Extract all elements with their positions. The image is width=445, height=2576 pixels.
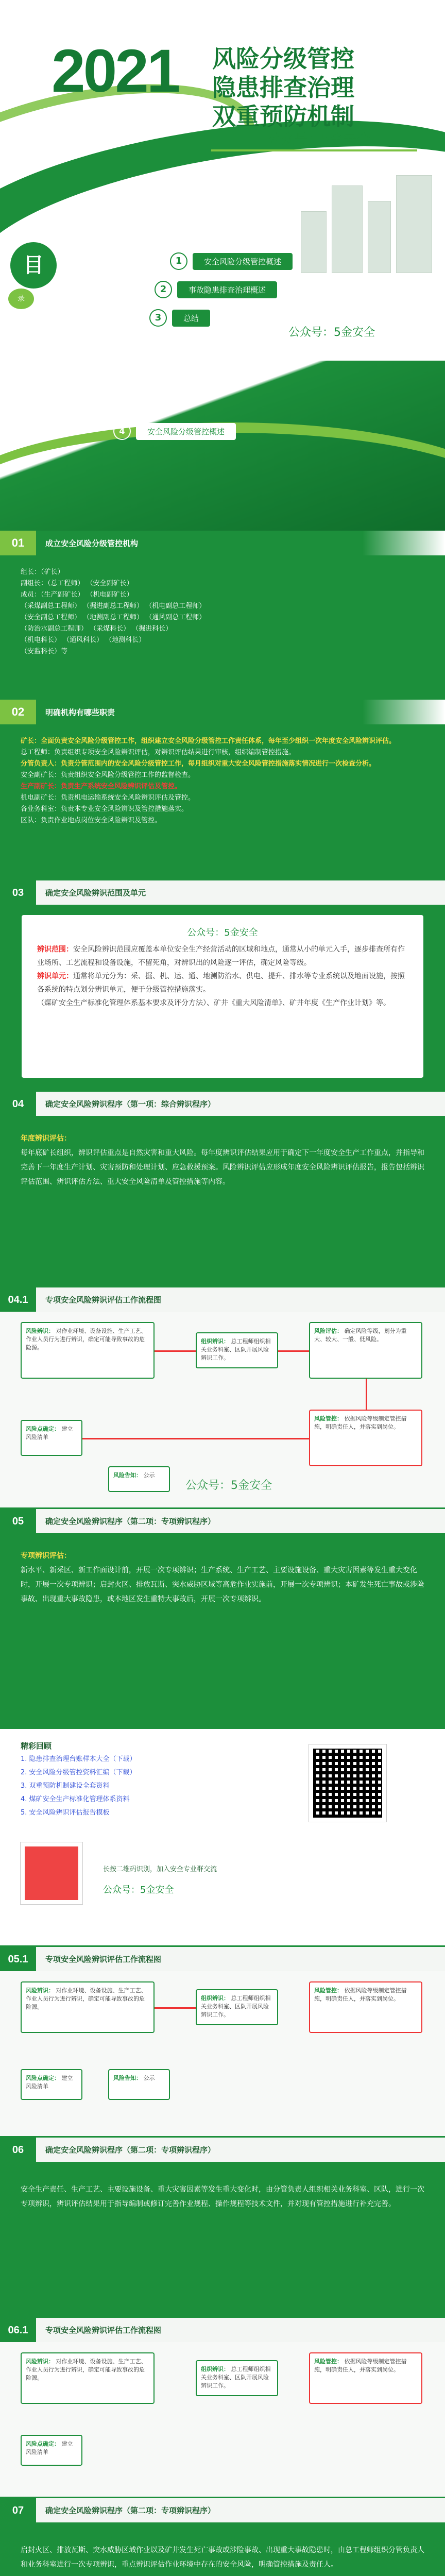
flow-arrow (366, 1379, 367, 1410)
section-header-04 (0, 1090, 445, 1116)
section-title: 确定安全风险辨识程序（第一项：综合辨识程序） (45, 1099, 216, 1109)
flow-box-text: 总工程师组织相关业务科室、区队开展风险辨识工作。 (201, 1338, 271, 1361)
toc-item-number: 2 (155, 281, 172, 298)
toc-item-label: 安全风险分级管控概述 (136, 423, 236, 440)
flow-box (21, 1420, 82, 1456)
cover-title-line: 隐患排查治理 (212, 74, 354, 101)
section-header-03 (0, 879, 445, 905)
flow-box-title: 组织辨识： (201, 1338, 229, 1345)
flow-box (21, 1981, 155, 2033)
scope-text: 安全风险辨识范围应覆盖本单位安全生产经营活动的区域和地点，通常从小的单元入手，逐步排查所有作业场所、工艺流程和设备设施，不留死角，对辨识出的风险逐一评估，确定风险等级。 (37, 945, 405, 967)
toc-badge-sub: 录 (8, 289, 34, 309)
unit-text: 通常将单元分为：采、掘、机、运、通、地测防治水、供电、提升、排水等专业系统以及地面设施，按照各系统的特点划分辨识单元，便于分级管控措施落实。 (37, 972, 405, 994)
org-line: （机电科长） （通风科长） （地测科长） (21, 636, 146, 644)
reading-link[interactable]: 1. 隐患排查治理台账样本大全（下载） (21, 1755, 136, 1763)
reading-link[interactable]: 5. 安全风险辨识评估报告模板 (21, 1809, 110, 1817)
flow-box-text: 对作业环境、设备设施、生产工艺、作业人员行为进行辨识，确定可能导致事故的危险源。 (26, 2358, 147, 2381)
flow-box-title: 组织辨识： (201, 2366, 229, 2372)
section-number: 01 (0, 531, 36, 555)
scope-panel (0, 905, 445, 1090)
flow-box-text: 公示 (143, 1472, 155, 1479)
reading-heading: 精彩回顾 (21, 1741, 52, 1751)
duties-panel (0, 724, 445, 879)
flow-box-text: 依据风险等级制定管控措施，明确责任人，并落实到岗位。 (314, 1415, 407, 1430)
flowchart (0, 1312, 445, 1507)
section-title: 确定安全风险辨识程序（第二项：专项辨识程序） (45, 2506, 216, 2515)
flow-box (21, 2069, 82, 2100)
flow-box (21, 2352, 155, 2404)
flow-box (108, 1466, 170, 1492)
panel-lead: 专项辨识评估： (21, 1552, 71, 1560)
flow-box (309, 2352, 422, 2404)
table-of-contents (0, 242, 445, 361)
section-header-07 (0, 2497, 445, 2522)
flow-box-text: 对作业环境、设备设施、生产工艺、作业人员行为进行辨识，确定可能导致事故的危险源。 (26, 1328, 147, 1351)
section-title: 专项安全风险辨识评估工作流程图 (45, 2326, 162, 2335)
toc-item-number: 3 (149, 309, 167, 327)
flow-box-title: 风险辨识： (26, 1987, 54, 1994)
flow-arrow (155, 1350, 196, 1352)
qr-account: 公众号：5金安全 (103, 1885, 174, 1895)
section-number: 06.1 (0, 2317, 36, 2343)
section-number: 07 (0, 2498, 36, 2523)
reading-link[interactable]: 3. 双重预防机制建设全套资料 (21, 1782, 110, 1790)
section-number: 06 (0, 2137, 36, 2163)
flow-box-title: 风险管控： (314, 1987, 343, 1994)
scope-label: 辨识范围： (37, 945, 73, 954)
section-title: 确定安全风险辨识范围及单元 (45, 888, 146, 897)
flow-box-text: 公示 (143, 2075, 155, 2081)
flow-box-title: 风险管控： (314, 2358, 343, 2365)
toc-item[interactable] (155, 281, 277, 298)
section-number: 03 (0, 880, 36, 906)
qr-code-icon (21, 1842, 82, 1904)
flow-box-text: 总工程师组织相关业务科室、区队开展风险辨识工作。 (201, 1995, 271, 2018)
toc-item-number: 1 (170, 252, 187, 270)
toc-item[interactable] (113, 422, 236, 440)
panel-lead: 年度辨识评估： (21, 1134, 71, 1143)
flow-box-title: 风险点确定： (26, 1426, 60, 1432)
qr-note: 长按二维码识别，加入安全专业群交流 (103, 1866, 217, 1873)
section-header-06-1 (0, 2316, 445, 2342)
cover-account: 公众号：5金安全 (268, 132, 370, 147)
special-identification-panel (0, 1533, 445, 1729)
org-line: 成员：（生产副矿长） （机电副矿长） (21, 591, 133, 599)
org-line: （采煤副总工程师） （掘进副总工程师） （机电副总工程师） (21, 602, 206, 610)
section-title: 明确机构有哪些职责 (45, 707, 115, 717)
toc-item-label: 安全风险分级管控概述 (193, 253, 293, 270)
section-title: 确定安全风险辨识程序（第二项：专项辨识程序） (45, 2145, 216, 2155)
section-title: 专项安全风险辨识评估工作流程图 (45, 1295, 162, 1304)
toc-badge: 目 (10, 242, 57, 289)
flow-box-title: 风险辨识： (26, 2358, 54, 2365)
special-identification-panel (0, 2522, 445, 2576)
toc-item[interactable] (170, 252, 293, 270)
flowchart (0, 2342, 445, 2497)
section-number: 04 (0, 1091, 36, 1117)
duty-line: 矿长：全面负责安全风险分级管控工作，组织建立安全风险分级管控工作责任体系，每年至少组织一次年度安全风险辨识评估。 (21, 737, 396, 745)
flow-box-title: 风险点确定： (26, 2441, 60, 2447)
duty-line: 区队：负责作业地点岗位安全风险辨识及管控。 (21, 817, 162, 824)
flow-box (21, 2435, 82, 2466)
flow-box-title: 风险辨识： (26, 1328, 54, 1334)
section-title: 专项安全风险辨识评估工作流程图 (45, 1955, 162, 1964)
toc-item-label: 总结 (172, 310, 210, 327)
toc-account: 公众号：5金安全 (288, 326, 375, 339)
special-identification-panel (0, 2162, 445, 2316)
section-header-06 (0, 2136, 445, 2162)
flow-box-text: 建立风险清单 (26, 1426, 73, 1440)
panel-text: 安全生产责任、生产工艺、主要设施设备、重大灾害因素等发生重大变化时，由分管负责人组织相关业务科室、区队，进行一次专项辨识，辨识评估结果用于指导编制或修订完善作业规程、操作规程等技术文件，并对现有管控措施进行补充完善。 (21, 2185, 424, 2208)
reference-text: （煤矿安全生产标准化管理体系基本要求及评分方法）、矿井《重大风险清单》、矿井年度《生产作业计划》等。 (37, 999, 390, 1007)
annual-identification-panel (0, 1116, 445, 1286)
flow-box-text: 对作业环境、设备设施、生产工艺、作业人员行为进行辨识，确定可能导致事故的危险源。 (26, 1987, 147, 2010)
section-header-05 (0, 1507, 445, 1533)
duty-line: 机电副矿长：负责机电运输系统安全风险辨识评估及管控。 (21, 794, 195, 802)
flow-box-title: 风险点确定： (26, 2075, 60, 2081)
flow-box-text: 建立风险清单 (26, 2441, 73, 2455)
qr-code-icon (309, 1744, 386, 1822)
panel-text: 新水平、新采区、新工作面设计前，开展一次专项辨识；生产系统、生产工艺、主要设施设备、重大灾害因素等发生重大变化时，开展一次专项辨识；启封火区、排放瓦斯、突水威胁区域等高危作业实施前，开展一次专项辨识；本矿发生死亡事故或涉险事故、出现重大事故隐患，或本地区发生重特大事故后，开展一次专项辨识。 (21, 1566, 424, 1603)
flow-box-title: 风险评估： (314, 1328, 343, 1334)
flow-box-title: 风险告知： (113, 2075, 142, 2081)
org-structure-panel (0, 555, 445, 700)
org-line: 组长：（矿长） (21, 568, 64, 576)
flow-arrow (82, 1438, 309, 1439)
flow-box (309, 1322, 422, 1379)
org-line: （防治水副总工程师） （采煤科长） （掘进科长） (21, 625, 173, 633)
flow-arrow (155, 2007, 196, 2009)
reading-link[interactable]: 2. 安全风险分级管控资料汇编（下载） (21, 1769, 136, 1776)
flow-arrow (278, 1350, 309, 1352)
cover-divider (211, 149, 417, 151)
duty-line: 分管负责人：负责分管范围内的安全风险分级管控工作，每月组织对重大安全风险管控措施落实情况进行一次检查分析。 (21, 760, 376, 768)
section-header-05-1 (0, 1945, 445, 1971)
section-number: 04.1 (0, 1287, 36, 1313)
toc-item[interactable] (149, 309, 210, 327)
toc-continued (0, 361, 445, 531)
cover-title-line: 双重预防机制 (212, 103, 354, 130)
cover-year: 2021 (52, 37, 179, 105)
reading-link[interactable]: 4. 煤矿安全生产标准化管理体系资料 (21, 1795, 130, 1803)
flowchart (0, 1971, 445, 2136)
flow-box (196, 2360, 278, 2396)
flow-account: 公众号：5金安全 (185, 1479, 272, 1492)
duty-line: 各业务科室：负责本专业安全风险辨识及管控措施落实。 (21, 805, 189, 813)
unit-label: 辨识单元： (37, 972, 73, 980)
flow-box (309, 1410, 422, 1466)
cover-title-line: 风险分级管控 (212, 45, 354, 73)
panel-text: 每年底矿长组织，辨识评估重点是自然灾害和重大风险。每年度辨识评估结果应用于确定下一年度安全生产工作重点，并指导和完善下一年度生产计划、灾害预防和处理计划、应急救援预案。风险辨识评估应形成年度安全风险辨识评估报告，报告包括辨识评估范围、辨识评估方法、重大安全风险清单及管控措施等内容。 (21, 1149, 424, 1186)
flow-box-text: 依据风险等级制定管控措施，明确责任人，并落实到岗位。 (314, 2358, 407, 2373)
flow-box-text: 总工程师组织相关业务科室、区队开展风险辨识工作。 (201, 2366, 271, 2389)
flow-box-text: 建立风险清单 (26, 2075, 73, 2090)
header-fade (363, 700, 445, 724)
section-number: 02 (0, 700, 36, 724)
flow-box-title: 风险告知： (113, 1472, 142, 1479)
section-header-02 (0, 700, 445, 724)
duty-line: 安全副矿长：负责组织安全风险分级管控工作的监督检查。 (21, 771, 195, 779)
org-line: （安全副总工程师） （地测副总工程师） （通风副总工程师） (21, 614, 206, 621)
panel-text: 启封火区、排放瓦斯、突水威胁区域作业以及矿井发生死亡事故或涉险事故、出现重大事故隐患时，由总工程师组织分管负责人和业务科室进行一次专项辨识，重点辨识评估作业环境中存在的安全风险，明确管控措施及责任人。 (21, 2546, 424, 2569)
section-header-04-1 (0, 1286, 445, 1312)
flow-box-text: 确定风险等级，划分为重大、较大、一般、低风险。 (314, 1328, 407, 1343)
cover-title (212, 44, 354, 131)
section-title: 成立安全风险分级管控机构 (45, 538, 139, 548)
scope-card (21, 914, 424, 1079)
toc-item-number: 4 (113, 422, 131, 440)
section-header-01 (0, 531, 445, 555)
duty-line: 总工程师：负责组织专项安全风险辨识评估，对辨识评估结果进行审核，组织编制管控措施。 (21, 749, 296, 756)
flow-box (108, 2069, 170, 2100)
flow-box (21, 1322, 155, 1379)
flow-box (196, 1332, 278, 1368)
flow-box-text: 依据风险等级制定管控措施，明确责任人，并落实到岗位。 (314, 1987, 407, 2002)
section-title: 确定安全风险辨识程序（第二项：专项辨识程序） (45, 1517, 216, 1526)
flow-box-title: 组织辨识： (201, 1995, 229, 2002)
org-line: （安监科长）等 (21, 648, 68, 655)
header-fade (363, 531, 445, 555)
duty-line: 生产副矿长：负责生产系统安全风险辨识评估及管控。 (21, 783, 182, 790)
flow-box (309, 1981, 422, 2033)
flow-box-title: 风险管控： (314, 1415, 343, 1422)
section-number: 05.1 (0, 1946, 36, 1972)
section-number: 05 (0, 1509, 36, 1534)
scope-account: 公众号：5金安全 (187, 927, 258, 938)
toc-item-label: 事故隐患排查治理概述 (177, 281, 277, 298)
flow-box (196, 1989, 278, 2025)
recommended-reading (0, 1729, 445, 1945)
org-line: 副组长：（总工程师） （安全副矿长） (21, 580, 133, 587)
